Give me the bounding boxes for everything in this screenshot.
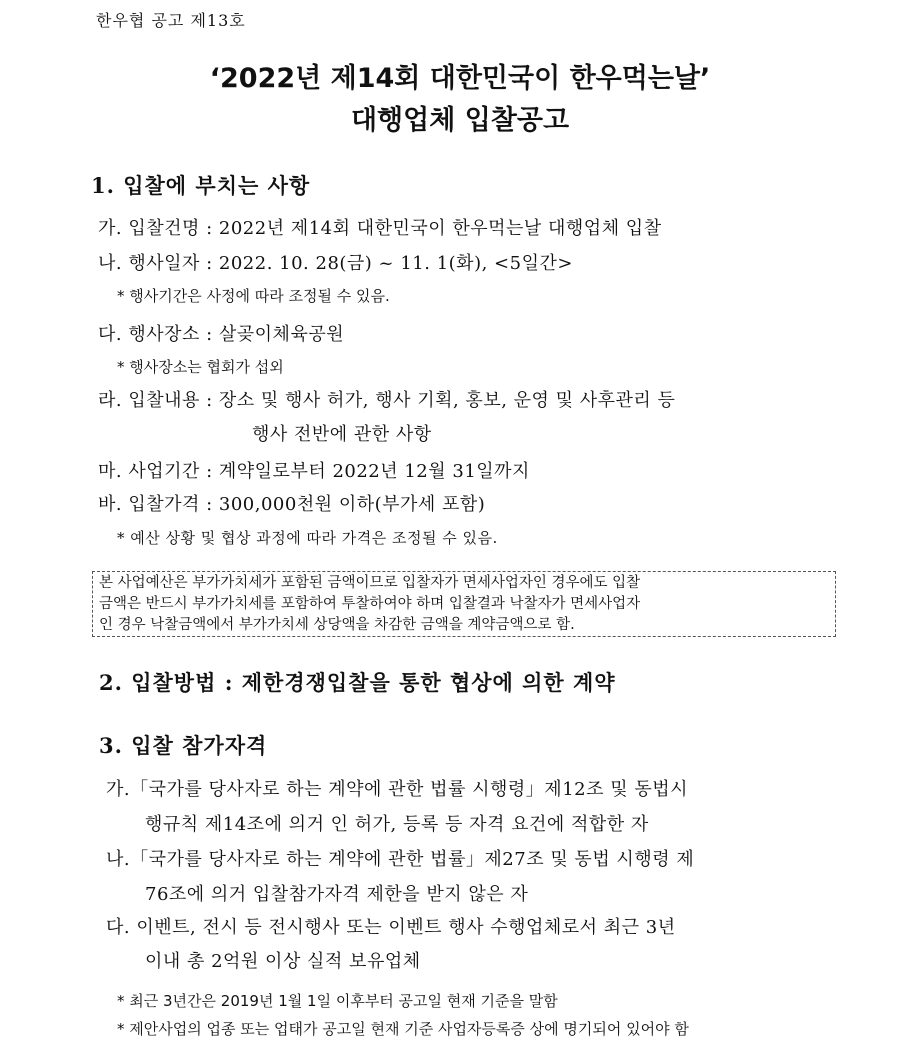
document-subtitle: 대행업체 입찰공고 <box>350 105 570 136</box>
vat-notice-line1: 본 사업예산은 부가가치세가 포함된 금액이므로 입찰자가 면세사업자인 경우에도 입찰 <box>99 575 641 591</box>
section3-item-na-line1: 나.「국가를 당사자로 하는 계약에 관한 법률」제27조 및 동법 시행령 제 <box>106 849 695 870</box>
section3-heading: 3. 입찰 참가자격 <box>99 733 268 758</box>
vat-notice-line2: 금액은 반드시 부가가치세를 포함하여 투찰하여야 하며 입찰결과 낙찰자가 면세사업자 <box>99 596 641 612</box>
section3-item-ga-line2: 행규칙 제14조에 의거 인 허가, 등록 등 자격 요건에 적합한 자 <box>145 814 649 835</box>
section1-item-da: 다. 행사장소 : 살곶이체육공원 <box>98 324 345 345</box>
section3-item-da-line1: 다. 이벤트, 전시 등 전시행사 또는 이벤트 행사 수행업체로서 최근 3년 <box>106 917 676 938</box>
section1-item-ba: 바. 입찰가격 : 300,000천원 이하(부가세 포함) <box>98 494 486 515</box>
section2-heading: 2. 입찰방법 : 제한경쟁입찰을 통한 협상에 의한 계약 <box>99 670 616 695</box>
section1-heading: 1. 입찰에 부치는 사항 <box>91 173 311 198</box>
section1-item-ra-line1: 라. 입찰내용 : 장소 및 행사 허가, 행사 기획, 홍보, 운영 및 사후관리 등 <box>98 390 676 411</box>
section1-item-ga: 가. 입찰건명 : 2022년 제14회 대한민국이 한우먹는날 대행업체 입찰 <box>98 218 662 239</box>
section1-item-ra-line2: 행사 전반에 관한 사항 <box>252 424 432 445</box>
section1-note-ba: * 예산 상황 및 협상 과정에 따라 가격은 조정될 수 있음. <box>117 529 498 547</box>
section1-item-na: 나. 행사일자 : 2022. 10. 28(금) ~ 11. 1(화), <5일간> <box>98 253 573 274</box>
section1-note-da: * 행사장소는 협회가 섭외 <box>117 358 284 376</box>
document-title: ‘2022년 제14회 대한민국이 한우먹는날’ <box>209 63 711 94</box>
section3-note1: * 최근 3년간은 2019년 1월 1일 이후부터 공고일 현재 기준을 말함 <box>117 992 558 1010</box>
section3-item-ga-line1: 가.「국가를 당사자로 하는 계약에 관한 법률 시행령」제12조 및 동법시 <box>106 779 688 800</box>
section1-item-ma: 마. 사업기간 : 계약일로부터 2022년 12월 31일까지 <box>98 461 530 482</box>
section3-item-da-line2: 이내 총 2억원 이상 실적 보유업체 <box>145 951 421 972</box>
section1-note-na: * 행사기간은 사정에 따라 조정될 수 있음. <box>117 287 390 305</box>
section3-item-na-line2: 76조에 의거 입찰참가자격 제한을 받지 않은 자 <box>145 884 529 905</box>
vat-notice-line3: 인 경우 낙찰금액에서 부가가치세 상당액을 차감한 금액을 계약금액으로 함. <box>99 617 575 633</box>
notice-number: 한우협 공고 제13호 <box>96 11 246 30</box>
section3-note2: * 제안사업의 업종 또는 업태가 공고일 현재 기준 사업자등록증 상에 명기되어 있어야 함 <box>117 1020 689 1038</box>
vat-notice-box <box>92 571 836 637</box>
